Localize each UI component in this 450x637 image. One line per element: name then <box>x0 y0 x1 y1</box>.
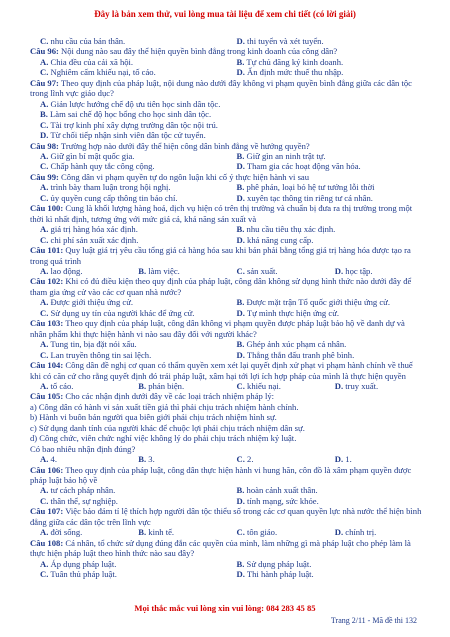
statement-line: a) Công dân có hành vi sản xuất tiền giả thì phải chịu trách nhiệm hành chính. <box>30 401 299 412</box>
option-letter: A. <box>40 485 49 496</box>
option-text: hoàn cảnh xuất thân. <box>246 485 318 496</box>
option-letter: B. <box>236 297 245 308</box>
option-letter: C. <box>40 495 49 506</box>
options-row <box>30 527 423 537</box>
option-text: chính trị. <box>345 527 377 538</box>
answer-option <box>30 485 227 495</box>
options-row <box>30 381 423 391</box>
option-text: Ấn định mức thuế thu nhập. <box>247 67 344 78</box>
option-text: nhu cầu của bản thân. <box>50 36 126 46</box>
option-letter: B. <box>236 485 245 496</box>
option-letter: C. <box>40 192 49 203</box>
contact-footer: Mọi thắc mắc vui lòng xin vui lòng: 084 283 45 85 <box>134 603 316 613</box>
option-text: Giữ gìn an ninh trật tự. <box>246 150 326 161</box>
option-letter: B. <box>236 558 245 569</box>
answer-option <box>128 527 226 537</box>
option-text: Tự mình thực hiện ứng cử. <box>246 307 339 318</box>
option-letter: C. <box>236 265 245 276</box>
options-row <box>30 485 423 495</box>
options-row <box>30 182 423 192</box>
answer-option <box>227 350 424 360</box>
question-number: Câu 98: <box>30 140 59 151</box>
option-letter: C. <box>40 349 49 360</box>
option-letter: C. <box>236 380 245 391</box>
question-text: Theo quy định của pháp luật, công dân không vi phạm quyền được pháp luật bảo hộ về danh dự và nhân phẩm khi thực hiện hành vi nào sau đây đối với người khác? <box>30 318 405 339</box>
statement-line: d) Công chức, viên chức nghỉ việc không lý do phải chịu trách nhiệm kỷ luật. <box>30 433 297 444</box>
option-letter: A. <box>40 150 49 161</box>
option-letter: A. <box>40 56 49 67</box>
question-stem <box>30 538 423 559</box>
question-stem <box>30 203 423 224</box>
option-letter: D. <box>236 36 245 46</box>
answer-option <box>30 99 423 109</box>
answer-option <box>30 182 227 192</box>
question-text: Cho các nhận định dưới đây về các loại trách nhiệm pháp lý: <box>65 391 275 402</box>
option-letter: D. <box>334 380 344 391</box>
answer-option <box>227 193 424 203</box>
option-letter: C. <box>236 527 245 538</box>
option-text: tố cáo. <box>50 380 74 391</box>
option-letter: A. <box>40 297 49 308</box>
options-row <box>30 161 423 171</box>
answer-option <box>30 527 128 537</box>
question-stem <box>30 360 423 381</box>
answer-option <box>30 193 227 203</box>
answer-option <box>128 266 226 276</box>
answer-option <box>128 381 226 391</box>
option-letter: B. <box>138 265 147 276</box>
question-text: Theo quy định của pháp luật, nội dung nào dưới đây không vi phạm quyền bình đẳng giữa các dân tộc trong lĩnh vực giáo dục? <box>30 77 412 99</box>
option-letter: B. <box>236 224 245 235</box>
option-text: khiếu nại. <box>247 380 281 391</box>
option-text: 2. <box>247 454 254 465</box>
question-number: Câu 101: <box>30 245 64 256</box>
option-letter: C. <box>40 119 49 130</box>
option-letter: A. <box>40 339 49 350</box>
page-number: Trang 2/11 - Mã đề thi 132 <box>330 616 417 625</box>
options-row <box>30 454 423 464</box>
option-text: giá trị hàng hóa xác định. <box>50 224 138 235</box>
options-row <box>30 559 423 569</box>
option-text: Chấp hành quy tắc công cộng. <box>50 161 155 172</box>
question-stem <box>30 465 423 486</box>
option-text: Giản lược hướng chế độ ưu tiên học sinh dân tộc. <box>50 98 221 109</box>
option-text: sản xuất. <box>247 265 278 276</box>
option-text: Tham gia các hoạt động văn hóa. <box>246 161 361 172</box>
question-stem <box>30 318 423 339</box>
options-row <box>30 151 423 161</box>
option-text: Giữ gìn bí mật quốc gia. <box>50 150 135 161</box>
option-text: Thẳng thắn đấu tranh phê bình. <box>246 349 355 360</box>
answer-option <box>227 182 424 192</box>
option-letter: C. <box>40 36 49 46</box>
answer-option <box>227 161 424 171</box>
statement-line: Có bao nhiêu nhận định đúng? <box>30 443 136 454</box>
answer-option <box>325 381 423 391</box>
answer-option <box>30 266 128 276</box>
answer-option <box>227 308 424 318</box>
question-text: Quy luật giá trị yêu cầu tổng giá cả hàng hóa sau khi bán phải bằng tổng giá trị hàng hóa được tạo ra trong quá trình <box>30 245 411 266</box>
option-letter: A. <box>40 224 49 235</box>
question-number: Câu 105: <box>30 391 64 402</box>
question-number: Câu 104: <box>30 360 64 371</box>
option-letter: C. <box>40 307 49 318</box>
option-text: học tập. <box>345 265 373 276</box>
option-text: Tuân thủ pháp luật. <box>50 569 117 580</box>
option-letter: B. <box>40 109 48 120</box>
option-letter: B. <box>138 527 147 538</box>
options-row <box>30 297 423 307</box>
answer-option <box>30 120 423 130</box>
option-text: Lan truyền thông tin sai lệch. <box>50 349 152 360</box>
option-letter: D. <box>236 192 245 203</box>
option-letter: A. <box>40 380 49 391</box>
option-letter: D. <box>236 67 245 78</box>
answer-option <box>227 297 424 307</box>
answer-option <box>227 266 325 276</box>
answer-option <box>30 57 227 67</box>
question-stem <box>30 391 423 401</box>
options-row <box>30 496 423 506</box>
options-row <box>30 36 423 46</box>
question-number: Câu 97: <box>30 77 59 88</box>
option-text: ủy quyền cung cấp thông tin báo chí. <box>50 192 178 203</box>
option-text: phê phán, loại bỏ hệ tư tưởng lỗi thời <box>246 182 375 193</box>
option-letter: D. <box>236 569 245 580</box>
option-text: 1. <box>345 454 352 465</box>
option-text: trình bày tham luận trong hội nghị. <box>50 182 171 193</box>
options-row <box>30 569 423 579</box>
option-text: Tự chủ đăng ký kinh doanh. <box>246 56 344 67</box>
answer-option <box>128 454 226 464</box>
option-letter: C. <box>40 161 49 172</box>
preview-banner: Đây là bản xem thử, vui lòng mua tài liệu để xem chi tiết (có lời giải) <box>94 9 356 19</box>
answer-option <box>227 151 424 161</box>
option-text: Được giới thiệu ứng cử. <box>50 297 134 308</box>
answer-option <box>325 454 423 464</box>
option-letter: D. <box>40 130 49 141</box>
option-letter: B. <box>236 150 245 161</box>
answer-option <box>30 350 227 360</box>
answer-option <box>227 57 424 67</box>
option-text: xuyên tạc thông tin riêng tư cá nhân. <box>247 192 373 203</box>
answer-option <box>30 381 128 391</box>
option-text: Ghép ảnh xúc phạm cá nhân. <box>246 339 347 350</box>
question-number: Câu 96: <box>30 46 59 57</box>
option-text: 3. <box>148 454 155 465</box>
option-letter: C. <box>40 569 49 580</box>
option-text: Chia đều của cải xã hội. <box>50 56 134 67</box>
option-text: Tài trợ kinh phí xây dựng trường dân tộc nội trú. <box>50 119 218 130</box>
question-stem <box>30 276 423 297</box>
answer-option <box>227 485 424 495</box>
option-text: 4. <box>50 454 57 465</box>
question-text: Trường hợp nào dưới đây thể hiện công dân bình đẳng về hưởng quyền? <box>60 140 310 151</box>
question-stem <box>30 78 423 99</box>
question-text: Cá nhân, tổ chức sử dụng đúng đắn các quyền của mình, làm những gì mà pháp luật cho phép làm là thực hiện pháp luật theo hình thức nào sau đây? <box>30 537 411 559</box>
answer-option <box>30 308 227 318</box>
answer-option <box>325 266 423 276</box>
option-text: thi tuyển và xét tuyển. <box>247 36 324 46</box>
option-text: Sử dụng uy tín của người khác để ứng cử. <box>50 307 195 318</box>
answer-option <box>30 151 227 161</box>
option-letter: A. <box>40 182 49 193</box>
option-text: đời sống. <box>50 527 83 538</box>
option-letter: C. <box>236 454 245 465</box>
option-text: tư cách pháp nhân. <box>50 485 116 496</box>
option-text: khả năng cung cấp. <box>247 234 314 245</box>
options-row <box>30 67 423 77</box>
option-letter: A. <box>40 454 49 465</box>
answer-option <box>30 559 227 569</box>
option-text: Áp dụng pháp luật. <box>50 558 117 569</box>
option-text: phản biện. <box>148 380 185 391</box>
option-letter: D. <box>334 527 344 538</box>
option-text: nhu cầu tiêu thụ xác định. <box>246 224 336 235</box>
options-row <box>30 57 423 67</box>
option-text: Từ chối tiếp nhận sinh viên dân tộc cử tuyển. <box>50 130 206 141</box>
question-text: Cung là khối lượng hàng hoá, dịch vụ hiện có trên thị trường và chuẩn bị đưa ra thị trường trong một thời kì nhất định, tương ứng với mức giá cả, khả năng sản xuất và <box>30 203 413 224</box>
options-row <box>30 193 423 203</box>
answer-option <box>30 224 227 234</box>
option-letter: B. <box>138 454 147 465</box>
option-letter: A. <box>40 265 49 276</box>
question-text: Công dân đề nghị cơ quan có thẩm quyền xem xét lại quyết định xử phạt vi phạm hành chính về thuế khi có căn cứ cho rằng quyết định đó trái pháp luật, xâm hại tới lợi ích hợp pháp của mình là thực hiện quyền <box>30 360 413 381</box>
question-text: Theo quy định của pháp luật, công dân thực hiện hành vi hung hãn, côn đồ là xâm phạm quyền được pháp luật bảo hộ về <box>30 464 412 486</box>
option-text: Thi hành pháp luật. <box>246 569 314 580</box>
option-letter: D. <box>236 161 245 172</box>
options-row <box>30 99 423 109</box>
question-stem <box>30 172 423 182</box>
answer-option <box>30 67 227 77</box>
options-row <box>30 109 423 119</box>
option-letter: C. <box>40 234 49 245</box>
answer-option <box>30 235 227 245</box>
answer-option <box>30 36 227 46</box>
option-text: chi phí sản xuất xác định. <box>50 234 139 245</box>
option-letter: C. <box>40 67 49 78</box>
answer-option <box>30 496 227 506</box>
options-row <box>30 224 423 234</box>
option-letter: A. <box>40 558 49 569</box>
options-row <box>30 120 423 130</box>
answer-option <box>30 297 227 307</box>
options-row <box>30 130 423 140</box>
question-stem <box>30 141 423 151</box>
option-letter: D. <box>334 454 344 465</box>
statement-line: b) Hành vi buôn bán người qua biên giới phải chịu trách nhiệm hình sự. <box>30 412 277 423</box>
answer-option <box>227 496 424 506</box>
option-text: truy xuất. <box>345 380 379 391</box>
question-text: Việc bảo đảm tỉ lệ thích hợp người dân tộc thiểu số trong các cơ quan quyền lực nhà nước thể hiện bình đẳng giữa các dân tộc trên lĩnh vực <box>30 506 422 527</box>
question-text: Công dân vi phạm quyền tự do ngôn luận khi cố ý thực hiện hành vi sau <box>61 171 310 182</box>
option-text: kinh tế. <box>148 527 175 538</box>
answer-option <box>227 235 424 245</box>
question-number: Câu 99: <box>30 171 59 182</box>
question-text: Nội dung nào sau đây thể hiện quyền bình đẳng trong kinh doanh của công dân? <box>61 46 338 57</box>
question-number: Câu 108: <box>30 537 64 548</box>
answer-option <box>227 67 424 77</box>
question-number: Câu 100: <box>30 203 64 214</box>
answer-option <box>227 559 424 569</box>
answer-option <box>30 339 227 349</box>
answer-option <box>30 454 128 464</box>
option-text: Tung tin, bịa đặt nói xấu. <box>50 339 137 350</box>
question-number: Câu 103: <box>30 318 64 329</box>
answer-option <box>227 454 325 464</box>
option-letter: B. <box>236 182 245 193</box>
option-letter: A. <box>40 527 49 538</box>
answer-option <box>227 36 424 46</box>
option-text: Sử dụng pháp luật. <box>246 558 312 569</box>
options-row <box>30 339 423 349</box>
option-letter: B. <box>236 56 245 67</box>
option-letter: A. <box>40 98 49 109</box>
statement-line: c) Sử dụng danh tính của người khác để chuộc lợi phải chịu trách nhiệm dân sự. <box>30 422 305 433</box>
option-text: làm việc. <box>148 265 180 276</box>
answer-option <box>227 224 424 234</box>
option-text: Được mặt trận Tổ quốc giới thiệu ứng cử. <box>246 297 390 308</box>
options-row <box>30 350 423 360</box>
options-row <box>30 308 423 318</box>
option-text: Nghiêm cấm khiếu nại, tố cáo. <box>50 67 156 78</box>
option-text: lao động. <box>50 265 83 276</box>
answer-option <box>30 161 227 171</box>
option-text: Làm sai chế độ học bổng cho học sinh dân tộc. <box>50 109 212 120</box>
question-stem <box>30 506 423 527</box>
question-stem <box>30 245 423 266</box>
answer-option <box>227 569 424 579</box>
answer-option <box>227 527 325 537</box>
question-text: Khi có đủ điều kiện theo quy định của pháp luật, công dân không sử dụng hình thức nào dưới đây để tham gia ứng cử vào các cơ quan nhà nước? <box>30 276 412 297</box>
answer-option <box>30 130 423 140</box>
option-letter: D. <box>334 265 344 276</box>
answer-option <box>227 381 325 391</box>
option-letter: B. <box>138 380 147 391</box>
option-letter: D. <box>236 495 245 506</box>
question-number: Câu 107: <box>30 506 64 517</box>
options-row <box>30 266 423 276</box>
answer-option <box>30 569 227 579</box>
option-letter: D. <box>236 234 245 245</box>
answer-option <box>30 109 423 119</box>
question-number: Câu 102: <box>30 276 64 287</box>
answer-option <box>227 339 424 349</box>
question-number: Câu 106: <box>30 464 64 475</box>
option-letter: D. <box>236 349 245 360</box>
options-row <box>30 235 423 245</box>
option-text: tính mạng, sức khỏe. <box>247 495 319 506</box>
option-text: thân thể, sự nghiệp. <box>50 495 118 506</box>
option-text: tôn giáo. <box>247 527 278 538</box>
question-list <box>30 36 423 580</box>
option-letter: D. <box>236 307 245 318</box>
option-letter: B. <box>236 339 245 350</box>
question-stem <box>30 46 423 56</box>
answer-option <box>325 527 423 537</box>
